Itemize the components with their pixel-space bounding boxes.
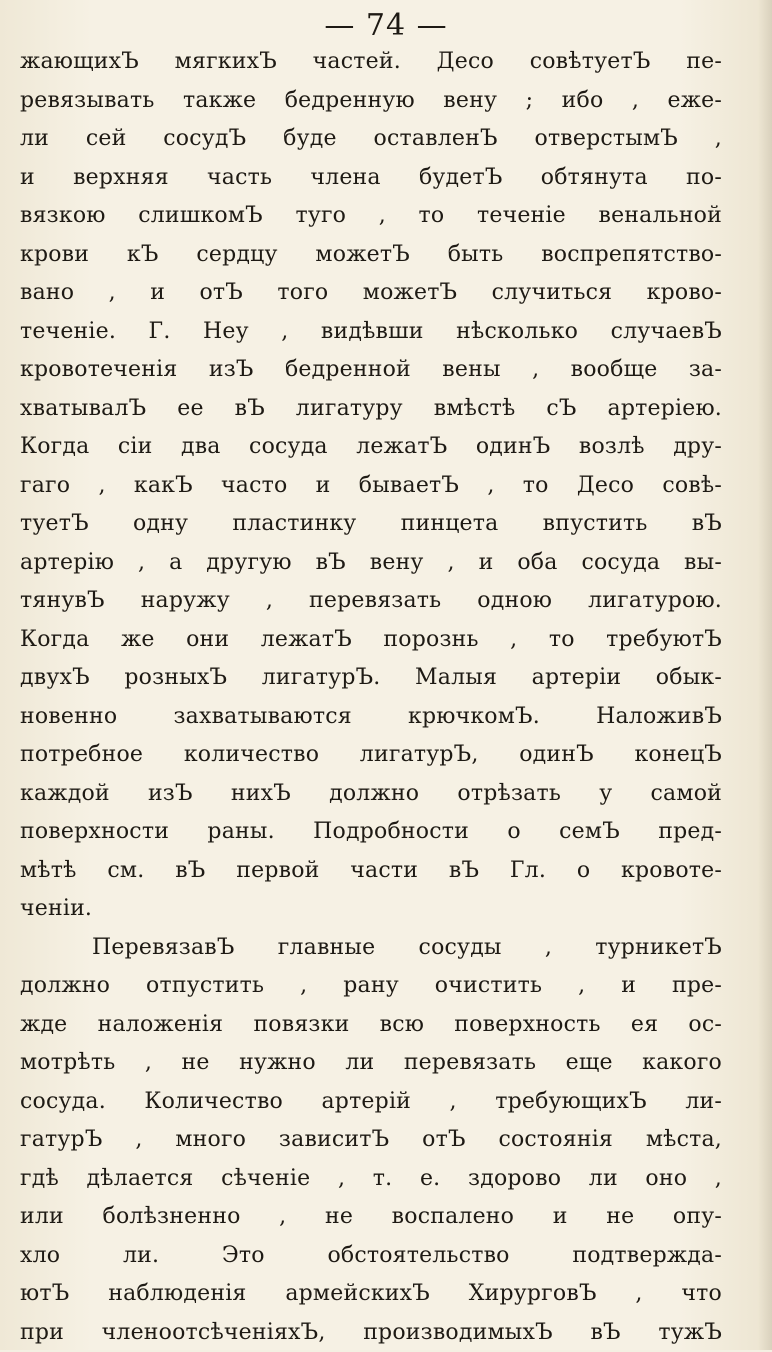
text-line: хло ли. Это обстоятельство подтвержда-	[20, 1237, 722, 1276]
text-line: должно отпустить , рану очистить , и пре-	[20, 967, 722, 1006]
text-line: при членоотсѣченіяхЪ, производимыхЪ вЪ тужЪ	[20, 1314, 722, 1352]
text-line: ченіи.	[20, 890, 722, 929]
text-line: и верхняя часть члена будетЪ обтянута по-	[20, 159, 722, 198]
text-line: сосуда. Количество артерій , требующихЪ ли-	[20, 1083, 722, 1122]
text-line: туетЪ одну пластинку пинцета впустить вЪ	[20, 505, 722, 544]
page-number: — 74 —	[0, 6, 772, 46]
text-line: гатурЪ , много зависитЪ отЪ состоянія мѣста,	[20, 1121, 722, 1160]
text-line: тянувЪ наружу , перевязать одною лигатурою.	[20, 582, 722, 621]
text-line: Когда сіи два сосуда лежатЪ одинЪ возлѣ дру-	[20, 428, 722, 467]
text-line: новенно захватываются крючкомЪ. НаложивЪ	[20, 698, 722, 737]
body-text	[20, 43, 722, 1352]
text-line: жде наложенія повязки всю поверхность ея ос-	[20, 1006, 722, 1045]
text-line: жающихЪ мягкихЪ частей. Десо совѣтуетЪ пе-	[20, 43, 722, 82]
text-line: ревязывать также бедренную вену ; ибо , еже-	[20, 82, 722, 121]
text-line: теченіе. Г. Неу , видѣвши нѣсколько случаевЪ	[20, 313, 722, 352]
text-line: артерію , а другую вЪ вену , и оба сосуда вы-	[20, 544, 722, 583]
text-line: кровотеченія изЪ бедренной вены , вообще за-	[20, 351, 722, 390]
text-line: ли сей сосудЪ буде оставленЪ отверстымЪ ,	[20, 120, 722, 159]
text-line: мѣтѣ см. вЪ первой части вЪ Гл. о кровоте-	[20, 852, 722, 891]
text-line: потребное количество лигатурЪ, одинЪ конецЪ	[20, 736, 722, 775]
text-line: гаго , какЪ часто и бываетЪ , то Десо совѣ-	[20, 467, 722, 506]
text-line: крови кЪ сердцу можетЪ быть воспрепятство-	[20, 236, 722, 275]
text-line: поверхности раны. Подробности о семЪ пред-	[20, 813, 722, 852]
text-line: мотрѣть , не нужно ли перевязать еще какого	[20, 1044, 722, 1083]
text-line: гдѣ дѣлается сѣченіе , т. е. здорово ли оно ,	[20, 1160, 722, 1199]
text-line: каждой изЪ нихЪ должно отрѣзать у самой	[20, 775, 722, 814]
page-edge-shadow	[758, 0, 772, 1350]
text-line: вано , и отЪ того можетЪ случиться крово-	[20, 274, 722, 313]
text-line: ютЪ наблюденія армейскихЪ ХирурговЪ , что	[20, 1275, 722, 1314]
text-line: вязкою слишкомЪ туго , то теченіе венальной	[20, 197, 722, 236]
text-line-paragraph-start: ПеревязавЪ главные сосуды , турникетЪ	[20, 929, 722, 968]
text-line: Когда же они лежатЪ порознь , то требуютЪ	[20, 621, 722, 660]
text-line: хватывалЪ ее вЪ лигатуру вмѣстѣ сЪ артеріею.	[20, 390, 722, 429]
text-line: двухЪ розныхЪ лигатурЪ. Малыя артеріи обык-	[20, 659, 722, 698]
text-line: или болѣзненно , не воспалено и не опу-	[20, 1198, 722, 1237]
